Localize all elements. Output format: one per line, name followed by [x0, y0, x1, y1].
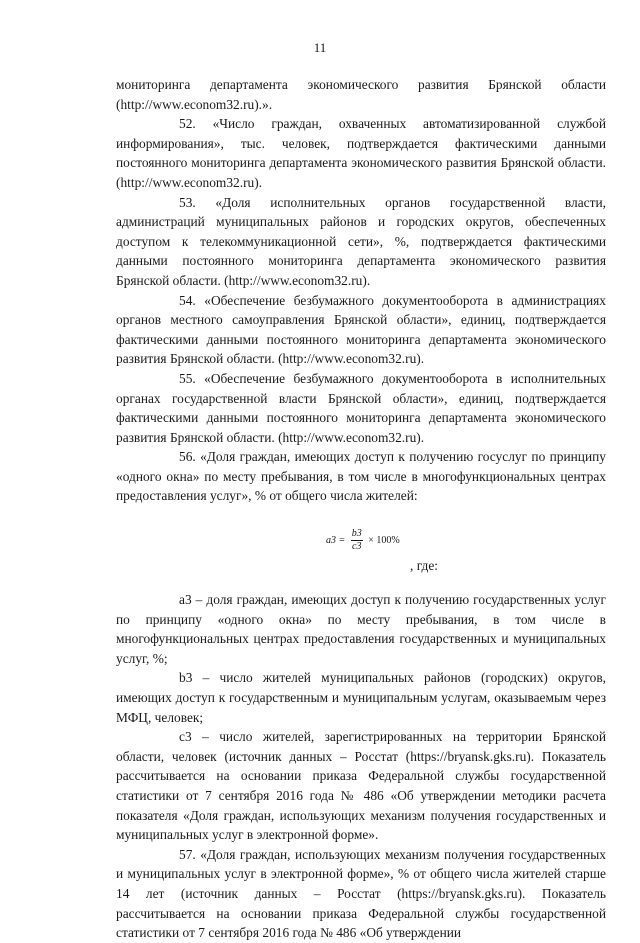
definition-a3: a3 – доля граждан, имеющих доступ к получению государственных услуг по принципу «одного окна» по месту пребывания, в том числе в многофункциональных центрах предоставления государственных и муниципальных услуг, %; — [116, 592, 606, 666]
paragraph-item-55: 55. «Обеспечение безбумажного документооборота в исполнительных органах государственной власти Брянской области», единиц, подтверждается фактическими данными постоянного мониторинга департамента экономического развития Брянской области. (http://www.econom32.ru). — [116, 370, 606, 445]
paragraph-item-57: 57. «Доля граждан, использующих механизм получения государственных и муниципальных услуг в электронной форме», % от общего числа жителей старше 14 лет (источник данных – Росстат (https://bryansk.gks.ru). Показатель рассчитывается на основании приказа Федеральной службы государственной статистики от 7 сентября 2016 года № 486 «Об утверждении — [116, 846, 606, 941]
definition-b3: b3 – число жителей муниципальных районов (городских) округов, имеющих доступ к государственным и муниципальным услугам, оказываемым через МФЦ, человек; — [116, 670, 606, 725]
formula-numerator: b3 — [351, 528, 362, 540]
paragraph-item-54: 54. «Обеспечение безбумажного документооборота в администрациях органов местного самоуправления Брянской области», единиц, подтверждается фактическими данными постоянного мониторинга департамента экономического развития Брянской области. (http://www.econom32.ru). — [116, 292, 606, 367]
paragraph-continuation: мониторинга департамента экономического развития Брянской области (http://www.econom32.ru).». — [116, 77, 606, 112]
formula-where: , где: — [410, 558, 438, 574]
formula — [326, 528, 400, 553]
paragraph-item-56: 56. «Доля граждан, имеющих доступ к получению госуслуг по принципу «одного окна» по месту пребывания, в том числе в многофункциональных центрах предоставления услуг», % от общего числа жителей: — [116, 449, 606, 504]
formula-rhs: × 100% — [368, 534, 400, 546]
formula-fraction — [351, 528, 363, 553]
document-body — [116, 75, 606, 943]
paragraph-item-53: 53. «Доля исполнительных органов государственной власти, администраций муниципальных районов и городских округов, обеспеченных доступом к телекоммуникационной сети», %, подтверждается фактическими данными постоянного мониторинга департамента экономического развития Брянской области. (http://www.econom32.ru). — [116, 194, 606, 288]
formula-denominator: c3 — [352, 541, 362, 553]
page-number: 11 — [313, 40, 327, 55]
definition-c3: c3 – число жителей, зарегистрированных на территории Брянской области, человек (источник данных – Росстат (https://bryansk.gks.ru). Показатель рассчитывается на основании приказа Федеральной службы государственной статистики от 7 сентября 2016 года № 486 «Об утверждении методики расчета показателя «Доля граждан, использующих механизм получения государственных и муниципальных услуг в электронной форме». — [116, 729, 606, 843]
formula-block — [116, 512, 606, 590]
paragraph-item-52: 52. «Число граждан, охваченных автоматизированной службой информирования», тыс. человек, подтверждается фактическими данными постоянного мониторинга департамента экономического развития Брянской области. (http://www.econom32.ru). — [116, 116, 606, 190]
formula-lhs: a3 = — [326, 534, 346, 546]
